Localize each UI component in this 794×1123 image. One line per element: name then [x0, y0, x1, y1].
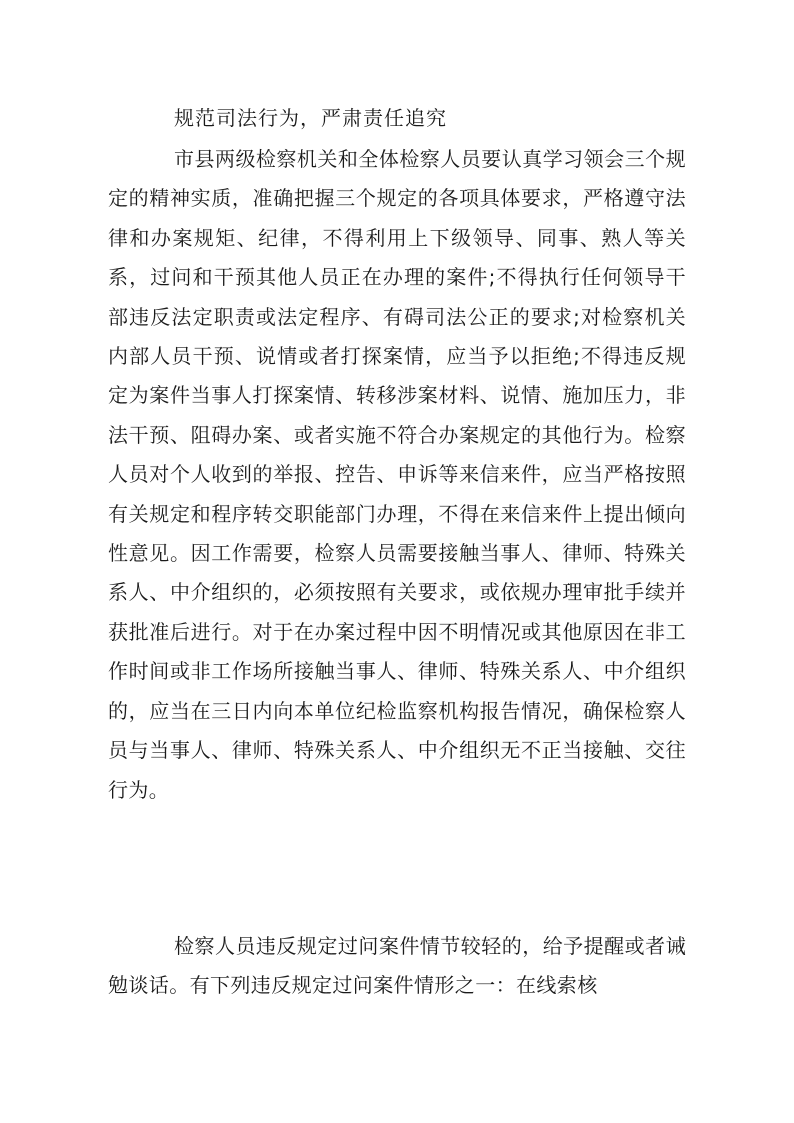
body-paragraph: 市县两级检察机关和全体检察人员要认真学习领会三个规定的精神实质，准确把握三个规定的各项具体要求，严格遵守法律和办案规矩、纪律，不得利用上下级领导、同事、熟人等关系，过问和干预其他人员正在办理的案件;不得执行任何领导干部违反法定职责或法定程序、有碍司法公正的要求;对检察机关内部人员干预、说情或者打探案情，应当予以拒绝;不得违反规定为案件当事人打探案情、转移涉案材料、说情、施加压力，非法干预、阻碍办案、或者实施不符合办案规定的其他行为。检察人员对个人收到的举报、控告、申诉等来信来件，应当严格按照有关规定和程序转交职能部门办理，不得在来信来件上提出倾向性意见。因工作需要，检察人员需要接触当事人、律师、特殊关系人、中介组织的，必须按照有关要求，或依规办理审批手续并获批准后进行。对于在办案过程中因不明情况或其他原因在非工作时间或非工作场所接触当事人、律师、特殊关系人、中介组织的，应当在三日内向本单位纪检监察机构报告情况，确保检察人员与当事人、律师、特殊关系人、中介组织无不正当接触、交往行为。 — [108, 147, 686, 802]
body-paragraph: 检察人员违反规定过问案件情节较轻的，给予提醒或者诫勉谈话。有下列违反规定过问案件情形之一：在线索核 — [108, 934, 686, 998]
section-heading: 规范司法行为，严肃责任追究 — [174, 106, 447, 130]
